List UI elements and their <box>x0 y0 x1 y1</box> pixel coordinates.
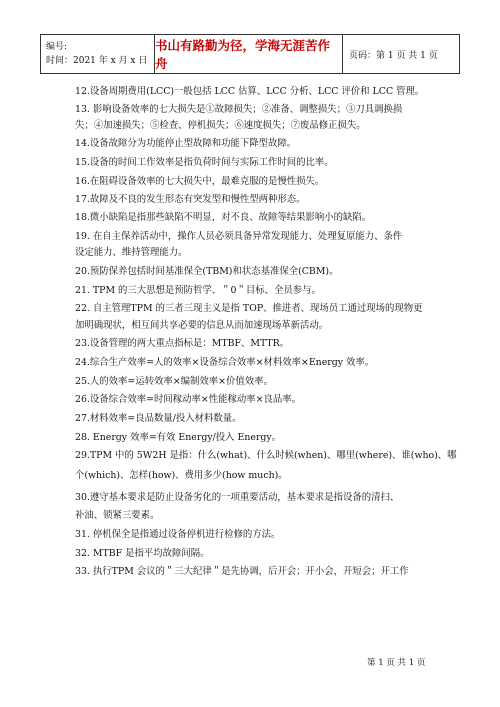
page-footer: 第 1 页 共 1 页 <box>367 658 426 668</box>
text-line: 29.TPM 中的 5W2H 是指：什么(what)、什么时候(when)、哪里(where)、谁(who)、哪 <box>75 450 457 461</box>
text-line: 21. TPM 的三大思想是预防哲学、＂0＂目标、全员参与。 <box>75 285 321 296</box>
text-line: 25.人的效率=运转效率×编制效率×价值效率。 <box>75 376 273 387</box>
text-line: 24.综合生产效率=人的效率×设备综合效率×材料效率×Energy 效率。 <box>75 357 375 368</box>
text-line: 13. 影响设备效率的七大损失是①故障损失；②准备、调整损失；③刀具调换损 <box>75 104 403 115</box>
header-table <box>40 34 460 74</box>
text-line: 20.预防保养包括时间基准保全(TBM)和状态基准保全(CBM)。 <box>75 266 339 277</box>
text-line: 26.设备综合效率=时间稼动率×性能稼动率×良品率。 <box>75 394 301 405</box>
header-meta-cell <box>41 35 155 73</box>
text-line: 33. 执行TPM 会议的＂三大纪律＂是先协调，后开会；开小会，开短会；开工作 <box>75 566 409 577</box>
text-line: 19. 在自主保养活动中，操作人员必须具备异常发现能力、处理复原能力、条件 <box>75 231 403 242</box>
text-line: 12.设备周期费用(LCC)一般包括 LCC 估算、LCC 分析、LCC 评价和 LCC 管理。 <box>75 86 425 97</box>
text-line: 加明确现状，相互间共享必要的信息从而加速现场革新活动。 <box>75 320 329 331</box>
text-line: 设定能力、维持管理能力。 <box>75 247 188 258</box>
text-line: 27.材料效率=良品数量/投入材料数量。 <box>75 413 242 424</box>
text-line: 17.故障及不良的发生形态有突发型和慢性型两种形态。 <box>75 194 306 205</box>
page-number-cell: 页码：第 1 页 共 1 页 <box>349 50 438 61</box>
text-line: 30.遵守基本要求是防止设备劣化的一项重要活动，基本要求是指设备的清扫、 <box>75 492 400 503</box>
text-line: 个(which)、怎样(how)、费用多少(how much)。 <box>75 470 288 481</box>
time-label: 时间：2021 年 x 月 x 日 <box>46 56 148 66</box>
text-line: 23.设备管理的两大重点指标是：MTBF、MTTR。 <box>75 338 290 349</box>
number-label: 编号: <box>46 42 68 52</box>
text-line: 失；④加速损失；⑤检查、停机损失；⑥速度损失；⑦废品修正损失。 <box>75 120 366 131</box>
motto-cell: 书山有路勤为径，学海无涯苦作舟 <box>155 35 343 73</box>
text-line: 32. MTBF 是指平均故障间隔。 <box>75 548 210 559</box>
text-line: 22. 自主管理TPM 的三者三现主义是指 TOP、推进者、现场员工通过现场的现物更 <box>75 303 423 314</box>
text-line: 18.微小缺陷是指那些缺陷不明显，对不良、故障等结果影响小的缺陷。 <box>75 212 372 223</box>
text-line: 补油、锁紧三要素。 <box>75 510 160 521</box>
text-line: 14.设备故障分为功能停止型故障和功能下降型故障。 <box>75 138 297 149</box>
text-line: 31. 停机保全是指通过设备停机进行检修的方法。 <box>75 529 281 540</box>
text-line: 16.在阻碍设备效率的七大损失中，最难克服的是慢性损失。 <box>75 176 325 187</box>
text-line: 28. Energy 效率=有效 Energy/投入 Energy。 <box>75 432 282 443</box>
text-line: 15.设备的时间工作效率是指负荷时间与实际工作时间的比率。 <box>75 157 334 168</box>
